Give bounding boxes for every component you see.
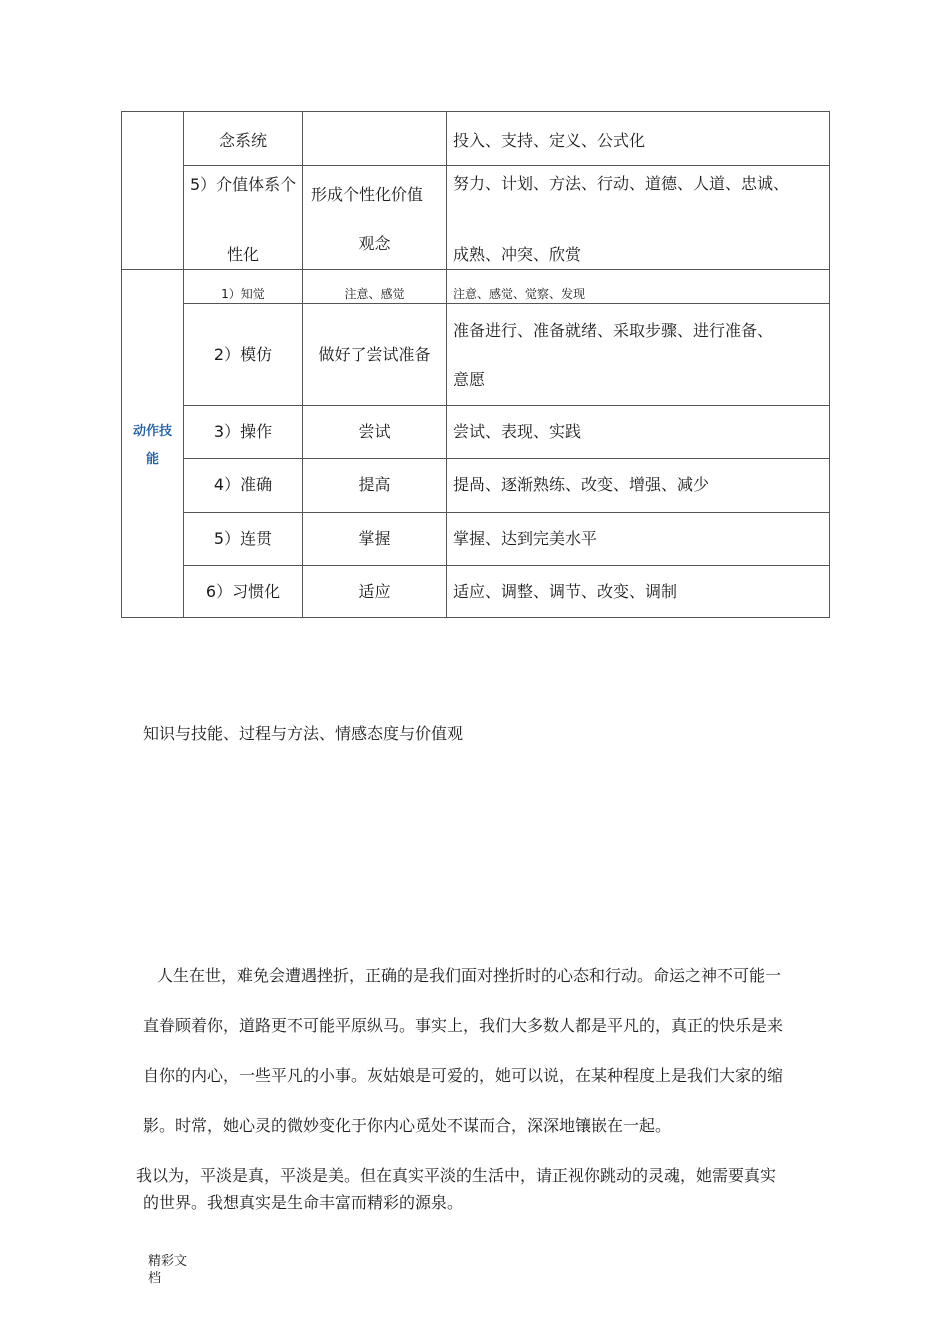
verbs-label: 提咼、逐渐熟练、改变、增强、减少 — [453, 475, 710, 494]
level-label: 3）操作 — [213, 422, 273, 441]
level-label: 4）准确 — [213, 475, 273, 494]
paragraph-line: 的世界。我想真实是生命丰富而精彩的源泉。 — [143, 1193, 464, 1212]
verbs-label: 尝试、表现、实践 — [453, 422, 582, 441]
verbs-label: 掌握、达到完美水平 — [453, 529, 598, 548]
verbs-label: 准备进行、准备就绪、采取步骤、进行准备、 — [453, 321, 774, 340]
level-label: 6）习惯化 — [205, 582, 281, 601]
category-label: 动作技 能 — [132, 424, 172, 467]
description-label: 适应 — [358, 582, 391, 601]
footer-note: 精彩文 档 — [148, 1254, 188, 1286]
table-row — [122, 513, 830, 566]
section-heading: 知识与技能、过程与方法、情感态度与价值观 — [143, 724, 464, 743]
paragraph-line: 影。时常，她心灵的微妙变化于你内心觅处不谋而合，深深地镶嵌在一起。 — [143, 1116, 672, 1135]
level-label: 念系统 — [218, 131, 267, 150]
table-row — [122, 304, 830, 406]
table-row — [122, 112, 830, 166]
table-row — [122, 406, 830, 459]
level-label: 5）连贯 — [213, 529, 273, 548]
table-row — [122, 459, 830, 513]
table-row — [122, 566, 830, 618]
level-label: 2）模仿 — [213, 345, 273, 364]
description-label: 注意、感觉 — [344, 287, 405, 301]
verbs-label: 注意、感觉、觉察、发现 — [453, 287, 586, 301]
level-label: 5）介值体系个 — [190, 175, 297, 194]
paragraph-line: 我以为，平淡是真，平淡是美。但在真实平淡的生活中，请正视你跳动的灵魂，她需要真实 — [136, 1166, 777, 1185]
table-row — [122, 270, 830, 304]
category-cell-empty — [122, 112, 184, 270]
category-cell — [122, 270, 184, 618]
description-label: 形成个性化价值 — [311, 185, 424, 204]
verbs-label-cont: 成熟、冲突、欣赏 — [453, 245, 582, 264]
verbs-label-cont: 意愿 — [453, 370, 486, 389]
paragraph-line: 直眷顾着你，道路更不可能平原纵马。事实上，我们大多数人都是平凡的，真正的快乐是来 — [143, 1016, 784, 1035]
description-label-cont: 观念 — [358, 234, 391, 253]
description-label: 做好了尝试准备 — [318, 345, 431, 364]
objectives-table — [121, 111, 830, 618]
verbs-label: 投入、支持、定义、公式化 — [453, 131, 646, 150]
verbs-label: 努力、计划、方法、行动、道德、人道、忠诚、 — [453, 174, 790, 193]
level-label: 1）知觉 — [221, 287, 265, 301]
verbs-label: 适应、调整、调节、改变、调制 — [453, 582, 678, 601]
level-label-cont: 性化 — [226, 245, 259, 264]
description-label: 尝试 — [358, 422, 391, 441]
description-label: 提高 — [358, 475, 391, 494]
table-row — [122, 166, 830, 270]
description-label: 掌握 — [358, 529, 391, 548]
paragraph-line: 自你的内心，一些平凡的小事。灰姑娘是可爱的，她可以说，在某种程度上是我们大家的缩 — [143, 1066, 784, 1085]
paragraph-line: 人生在世，难免会遭遇挫折，正确的是我们面对挫折时的心态和行动。命运之神不可能一 — [157, 966, 782, 985]
